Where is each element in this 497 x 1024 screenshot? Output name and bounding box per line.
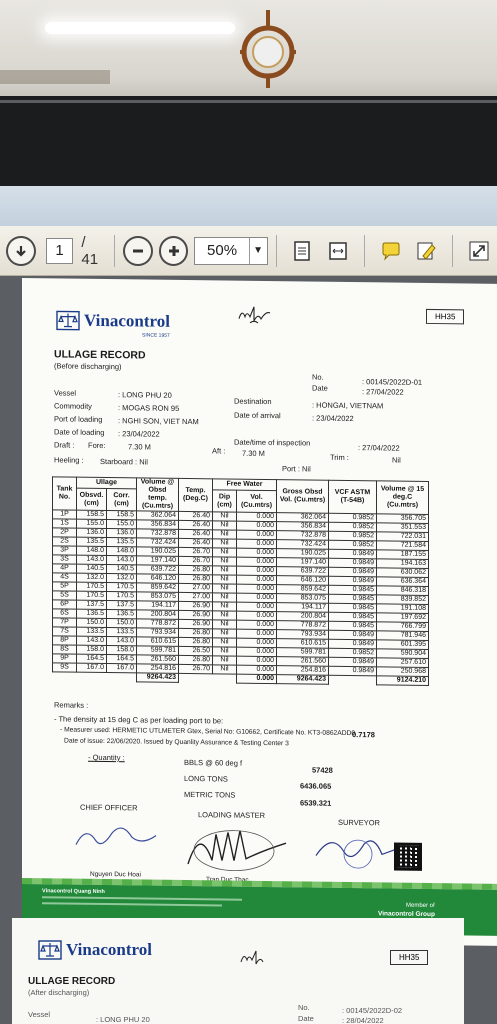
cell-corr: 137.5 (107, 601, 137, 610)
cell-gross: 853.075 (277, 594, 329, 604)
cell-dip: Nil (213, 566, 237, 575)
member-group: Vinacontrol Group (378, 910, 435, 919)
date-label: Date (312, 383, 328, 393)
ship-wheel-clock (236, 6, 300, 90)
cell-fw-vol: 0.000 (237, 602, 277, 611)
cell-obsvd: 170.5 (77, 591, 107, 600)
cell-gross: 859.642 (277, 585, 329, 595)
zoom-in-icon[interactable] (159, 236, 189, 266)
cell-obsvd: 170.5 (77, 582, 107, 591)
fullscreen-icon[interactable] (466, 238, 492, 264)
cell-fw-vol: 0.000 (237, 539, 277, 548)
cell-vol15: 197.692 (377, 613, 429, 623)
cell-vol15: 187.155 (377, 550, 429, 560)
fit-page-icon[interactable] (290, 238, 316, 264)
cell-corr: 143.0 (107, 556, 137, 565)
qr-code (394, 843, 422, 871)
inspection-value: : 27/04/2022 (358, 443, 400, 453)
cell-dip: Nil (213, 521, 237, 530)
cell-vol-obsd: 197.140 (137, 556, 179, 566)
cell-corr: 143.0 (107, 637, 137, 646)
cell-temp: 27.00 (179, 592, 213, 601)
cell-temp: 26.80 (179, 628, 213, 637)
long-tons-label: LONG TONS (184, 773, 228, 784)
col-vol15: Volume @ 15 deg.C (Cu.mtrs) (377, 481, 429, 515)
port-loading-value: : NGHI SON, VIET NAM (118, 416, 199, 427)
cell-gross: 646.120 (277, 576, 329, 586)
col-tank: Tank No. (53, 477, 77, 510)
total-obsd: 9264.423 (137, 673, 179, 683)
ullage-rows (53, 510, 429, 677)
cell-vcf: 0.9852 (329, 648, 377, 658)
cell-obsvd: 132.0 (77, 573, 107, 582)
cell-temp: 26.70 (179, 547, 213, 556)
cell-vol-obsd: 778.872 (137, 619, 179, 629)
cell-dip: Nil (213, 593, 237, 602)
cell-vcf: 0.9849 (329, 576, 377, 586)
cell-vcf: 0.9849 (329, 567, 377, 577)
cell-tank: 7S (53, 627, 77, 636)
cell-gross: 356.834 (277, 522, 329, 532)
cell-gross: 793.934 (277, 630, 329, 640)
cell-gross: 200.804 (277, 612, 329, 622)
draft-label: Draft : (54, 440, 75, 450)
cell-vol-obsd: 599.781 (137, 646, 179, 656)
cell-vol-obsd: 610.615 (137, 637, 179, 647)
cell-corr: 140.5 (107, 565, 137, 574)
cell-vol15: 590.904 (377, 649, 429, 659)
cell-vol15: 781.946 (377, 631, 429, 641)
cell-vcf: 0.9852 (329, 531, 377, 541)
cell-tank: 4S (53, 573, 77, 582)
company-logo (56, 310, 170, 331)
cell-vol15: 257.610 (377, 658, 429, 668)
member-label: Member of (406, 902, 435, 910)
cell-vcf: 0.9849 (329, 666, 377, 676)
cell-corr: 136.5 (107, 610, 137, 619)
cell-obsvd: 137.5 (77, 600, 107, 609)
cell-corr: 132.0 (107, 574, 137, 583)
cell-obsvd: 143.0 (77, 636, 107, 645)
cell-dip: Nil (213, 584, 237, 593)
cell-tank: 3P (53, 546, 77, 555)
cell-gross: 778.872 (277, 621, 329, 631)
cell-gross: 610.615 (277, 639, 329, 649)
vessel-value-2: : LONG PHU 20 (96, 1015, 150, 1024)
company-logo-2 (38, 940, 152, 960)
cell-vol15: 721.584 (377, 541, 429, 551)
cell-temp: 26.90 (179, 601, 213, 610)
cell-vcf: 0.9845 (329, 621, 377, 631)
total-fw: 0.000 (237, 674, 277, 683)
screen-top-strip (0, 186, 497, 226)
cell-tank: 2P (53, 528, 77, 537)
document-title-2: ULLAGE RECORD (28, 976, 116, 987)
heeling-label: Heeling : (54, 455, 84, 465)
cell-gross: 732.878 (277, 531, 329, 541)
cell-vol-obsd: 793.934 (137, 628, 179, 638)
cell-vcf: 0.9852 (329, 522, 377, 532)
no-value: : 00145/2022D-01 (362, 377, 423, 387)
vessel-label: Vessel (54, 388, 77, 398)
cell-obsvd: 158.0 (77, 645, 107, 654)
cell-vol15: 846.318 (377, 586, 429, 596)
cell-vol15: 191.108 (377, 604, 429, 614)
cell-fw-vol: 0.000 (237, 512, 277, 521)
cell-temp: 26.80 (179, 574, 213, 583)
inspection-label: Date/time of inspection (234, 437, 311, 448)
cell-fw-vol: 0.000 (237, 665, 277, 674)
chief-officer-label: CHIEF OFFICER (80, 802, 138, 813)
cell-obsvd: 133.5 (77, 627, 107, 636)
cell-corr: 135.5 (107, 538, 137, 547)
date-label-2: Date (298, 1014, 314, 1023)
cell-gross: 362.064 (277, 513, 329, 523)
cell-corr: 170.5 (107, 583, 137, 592)
cell-gross: 732.424 (277, 540, 329, 550)
cell-vol-obsd: 859.642 (137, 583, 179, 593)
col-vol-obsd: Volume @ Obsd temp. (Cu.mtrs) (137, 478, 179, 512)
company-since: SINCE 1957 (142, 332, 170, 339)
remarks-label: Remarks : (54, 700, 89, 710)
cell-vol15: 194.163 (377, 559, 429, 569)
cell-vol-obsd: 362.064 (137, 511, 179, 521)
cell-vcf: 0.9849 (329, 657, 377, 667)
company-name: Vinacontrol (84, 310, 170, 331)
cell-gross: 194.117 (277, 603, 329, 613)
cell-dip: Nil (213, 620, 237, 629)
cell-gross: 599.781 (277, 648, 329, 658)
col-obsvd: Obsvd. (cm) (77, 489, 107, 511)
cell-dip: Nil (213, 656, 237, 665)
cell-dip: Nil (213, 629, 237, 638)
cell-corr: 164.5 (107, 655, 137, 664)
cell-vol15: 250.968 (377, 667, 429, 677)
arrival-value: : 23/04/2022 (312, 413, 354, 424)
document-title: ULLAGE RECORD (54, 348, 146, 362)
zoom-select[interactable] (194, 237, 267, 265)
page-total: / 41 (81, 233, 99, 268)
cell-vol-obsd: 639.722 (137, 565, 179, 575)
cell-fw-vol: 0.000 (237, 575, 277, 584)
commodity-value: : MOGAS RON 95 (118, 403, 180, 413)
cell-dip: Nil (213, 611, 237, 620)
cell-vcf: 0.9852 (329, 540, 377, 550)
col-vol: Vol. (Cu.mtrs) (237, 491, 277, 513)
cell-corr: 136.0 (107, 529, 137, 538)
total-vol15: 9124.210 (377, 676, 429, 686)
cell-vcf: 0.9849 (329, 558, 377, 568)
ullage-table (52, 476, 429, 686)
cell-corr: 150.0 (107, 619, 137, 628)
bbls-value: 57428 (312, 765, 333, 775)
page-up-icon[interactable] (6, 236, 36, 266)
cell-dip: Nil (213, 638, 237, 647)
col-dip: Dip (cm) (213, 490, 237, 512)
cell-tank: 1S (53, 519, 77, 528)
cell-corr: 167.0 (107, 664, 137, 673)
form-code: HH35 (426, 309, 464, 324)
cell-temp: 26.70 (179, 664, 213, 673)
cell-tank: 5S (53, 591, 77, 600)
surveyor-signature (312, 830, 402, 871)
cell-dip: Nil (213, 548, 237, 557)
col-gross: Gross Obsd Vol. (Cu.mtrs) (277, 480, 329, 514)
cell-vol15: 722.031 (377, 532, 429, 542)
cell-tank: 7P (53, 618, 77, 627)
date-loading-value: : 23/04/2022 (118, 429, 160, 439)
cell-temp: 26.40 (179, 538, 213, 547)
cell-temp: 26.90 (179, 610, 213, 619)
cell-temp: 26.70 (179, 556, 213, 565)
cell-fw-vol: 0.000 (237, 584, 277, 593)
fit-width-icon[interactable] (325, 238, 351, 264)
cell-fw-vol: 0.000 (237, 557, 277, 566)
surveyor-label: SURVEYOR (338, 817, 380, 828)
cell-gross: 261.560 (277, 657, 329, 667)
cell-tank: 9P (53, 654, 77, 663)
cell-fw-vol: 0.000 (237, 521, 277, 530)
cell-fw-vol: 0.000 (237, 629, 277, 638)
cell-fw-vol: 0.000 (237, 611, 277, 620)
document-page-2 (12, 918, 464, 1024)
cell-tank: 2S (53, 537, 77, 546)
cell-corr: 155.0 (107, 520, 137, 529)
cell-temp: 26.50 (179, 646, 213, 655)
cell-vcf: 0.9852 (329, 513, 377, 523)
cell-obsvd: 143.0 (77, 555, 107, 564)
destination-label: Destination (234, 396, 272, 407)
cell-vcf: 0.9849 (329, 630, 377, 640)
cell-obsvd: 155.0 (77, 519, 107, 528)
cell-temp: 26.40 (179, 529, 213, 538)
cell-temp: 26.40 (179, 520, 213, 529)
cell-vol-obsd: 190.025 (137, 547, 179, 557)
cell-temp: 26.80 (179, 655, 213, 664)
toolbar-divider (452, 235, 453, 267)
heeling-value: Starboard : Nil (100, 456, 148, 467)
destination-value: : HONGAI, VIETNAM (312, 400, 384, 411)
cell-vol15: 636.364 (377, 577, 429, 587)
cell-vcf: 0.9845 (329, 585, 377, 595)
cell-vol-obsd: 200.804 (137, 610, 179, 620)
cell-vol15: 351.553 (377, 523, 429, 533)
cell-tank: 6S (53, 609, 77, 618)
highlight-icon[interactable] (414, 238, 440, 264)
cell-dip: Nil (213, 665, 237, 674)
cell-tank: 8P (53, 636, 77, 645)
commodity-label: Commodity (54, 401, 92, 411)
port-loading-label: Port of loading (54, 414, 103, 424)
cell-temp: 26.90 (179, 619, 213, 628)
cell-vcf: 0.9845 (329, 612, 377, 622)
cell-tank: 9S (53, 663, 77, 672)
ceiling-lamp (45, 22, 235, 34)
cell-dip: Nil (213, 557, 237, 566)
fore-label: Fore: (88, 440, 106, 451)
cell-fw-vol: 0.000 (237, 548, 277, 557)
cell-dip: Nil (213, 530, 237, 539)
toolbar-divider (114, 235, 115, 267)
chief-officer-name: Nguyen Duc Hoai (90, 870, 141, 879)
cell-obsvd: 167.0 (77, 663, 107, 672)
cell-fw-vol: 0.000 (237, 638, 277, 647)
cell-obsvd: 164.5 (77, 654, 107, 663)
metric-tons-value: 6539.321 (300, 798, 332, 808)
pdf-toolbar (0, 226, 497, 276)
aft-label: Aft : (212, 446, 226, 456)
cell-fw-vol: 0.000 (237, 566, 277, 575)
long-tons-value: 6436.065 (300, 781, 332, 791)
trim-value: Nil (392, 455, 401, 465)
no-label: No. (312, 372, 324, 382)
cell-corr: 133.5 (107, 628, 137, 637)
document-subtitle-2: (After discharging) (28, 988, 90, 997)
wall-shelf (0, 70, 110, 84)
cell-corr: 158.5 (107, 511, 137, 520)
quantity-label: - Quantity : (88, 752, 125, 763)
loading-master-label: LOADING MASTER (198, 810, 266, 820)
cell-vol-obsd: 732.878 (137, 529, 179, 539)
initials-signature-2 (238, 948, 278, 968)
chief-officer-signature (72, 815, 162, 856)
cell-vol-obsd: 356.834 (137, 520, 179, 530)
no-label-2: No. (298, 1003, 310, 1012)
cell-gross: 190.025 (277, 549, 329, 559)
cell-corr: 148.0 (107, 547, 137, 556)
document-page-1 (22, 278, 497, 946)
cell-dip: Nil (213, 602, 237, 611)
cell-vol-obsd: 261.560 (137, 655, 179, 665)
remark-issue: Date of issue: 22/06/2020. Issued by Quanlity Assurance & Testing Center 3 (64, 737, 289, 748)
remark-measurer: - Measurer used: HERMETIC UTLMETER Gtex, Serial No: G10662, Certificate No. KT3-0862ADD0 (60, 726, 356, 738)
toolbar-divider (276, 235, 277, 267)
cell-gross: 639.722 (277, 567, 329, 577)
toolbar-divider (364, 235, 365, 267)
zoom-value: 50% (207, 242, 238, 259)
footer-contact-line (42, 902, 222, 906)
cell-temp: 27.00 (179, 583, 213, 592)
cell-vcf: 0.9849 (329, 639, 377, 649)
zoom-out-icon[interactable] (123, 236, 153, 266)
cell-vol15: 766.799 (377, 622, 429, 632)
cell-temp: 26.80 (179, 637, 213, 646)
initials-signature (236, 303, 280, 328)
cell-dip: Nil (213, 512, 237, 521)
footer-company: Vinacontrol Quang Ninh (42, 888, 105, 896)
cell-fw-vol: 0.000 (237, 656, 277, 665)
fore-value: 7.30 M (128, 442, 151, 452)
vessel-label-2: Vessel (28, 1010, 51, 1019)
col-corr: Corr. (cm) (107, 489, 137, 511)
arrival-label: Date of arrival (234, 410, 281, 421)
cell-vcf: 0.9849 (329, 549, 377, 559)
cell-fw-vol: 0.000 (237, 647, 277, 656)
cell-fw-vol: 0.000 (237, 620, 277, 629)
cell-corr: 170.5 (107, 592, 137, 601)
cell-obsvd: 150.0 (77, 618, 107, 627)
form-code-2: HH35 (390, 950, 428, 965)
cell-dip: Nil (213, 647, 237, 656)
remark-density: - The density at 15 deg C as per loading port to be: (54, 714, 224, 726)
cell-fw-vol: 0.000 (237, 530, 277, 539)
cell-tank: 4P (53, 564, 77, 573)
trim-label: Trim : (330, 452, 349, 462)
col-free-water: Free Water (213, 479, 277, 491)
chevron-down-icon[interactable]: ▼ (249, 238, 267, 264)
cell-dip: Nil (213, 539, 237, 548)
metric-tons-label: METRIC TONS (184, 789, 236, 800)
cell-tank: 1P (53, 510, 77, 519)
density-value: 0.7178 (352, 730, 375, 740)
bbls-label: BBLS @ 60 deg f (184, 757, 243, 768)
col-vcf: VCF ASTM (T-54B) (329, 480, 377, 514)
col-ullage: Ullage (77, 477, 137, 489)
scales-logo-icon (56, 310, 80, 330)
cell-corr: 158.0 (107, 646, 137, 655)
cell-vol-obsd: 254.816 (137, 664, 179, 674)
cell-tank: 8S (53, 645, 77, 654)
cell-gross: 197.140 (277, 558, 329, 568)
aft-value: 7.30 M (242, 448, 265, 458)
cell-tank: 6P (53, 600, 77, 609)
cell-vol15: 630.062 (377, 568, 429, 578)
cell-fw-vol: 0.000 (237, 593, 277, 602)
scales-logo-icon (38, 940, 62, 960)
cell-obsvd: 136.5 (77, 609, 107, 618)
date-value-2: : 28/04/2022 (342, 1016, 384, 1024)
date-loading-label: Date of loading (54, 427, 105, 438)
cell-dip: Nil (213, 575, 237, 584)
comment-icon[interactable] (378, 238, 404, 264)
document-subtitle: (Before discharging) (54, 361, 122, 372)
footer-address-line (42, 896, 242, 900)
cell-temp: 26.80 (179, 565, 213, 574)
bezel-edge (0, 100, 497, 103)
date-value: : 27/04/2022 (362, 387, 404, 397)
cell-temp: 26.40 (179, 511, 213, 520)
cell-obsvd: 148.0 (77, 546, 107, 555)
cell-vol-obsd: 732.424 (137, 538, 179, 548)
col-temp: Temp. (Deg.C) (179, 478, 213, 511)
cell-obsvd: 135.5 (77, 537, 107, 546)
cell-obsvd: 136.0 (77, 528, 107, 537)
cell-vcf: 0.9845 (329, 603, 377, 613)
cell-vcf: 0.9845 (329, 594, 377, 604)
loading-master-signature (182, 820, 292, 877)
cell-obsvd: 158.5 (77, 510, 107, 519)
company-name-2: Vinacontrol (66, 940, 152, 959)
cell-gross: 254.816 (277, 666, 329, 676)
vessel-value: : LONG PHU 20 (118, 390, 172, 400)
page-number-input[interactable]: 1 (46, 238, 74, 264)
cell-obsvd: 140.5 (77, 564, 107, 573)
cell-tank: 5P (53, 582, 77, 591)
cell-vol15: 601.395 (377, 640, 429, 650)
cell-vol15: 356.705 (377, 514, 429, 524)
cell-vol-obsd: 194.117 (137, 601, 179, 611)
cell-tank: 3S (53, 555, 77, 564)
cell-vol15: 839.852 (377, 595, 429, 605)
port-heel: Port : Nil (282, 464, 311, 474)
no-value-2: : 00145/2022D-02 (342, 1006, 403, 1015)
total-gross: 9264.423 (277, 675, 329, 685)
cell-vol-obsd: 853.075 (137, 592, 179, 602)
cell-vol-obsd: 646.120 (137, 574, 179, 584)
